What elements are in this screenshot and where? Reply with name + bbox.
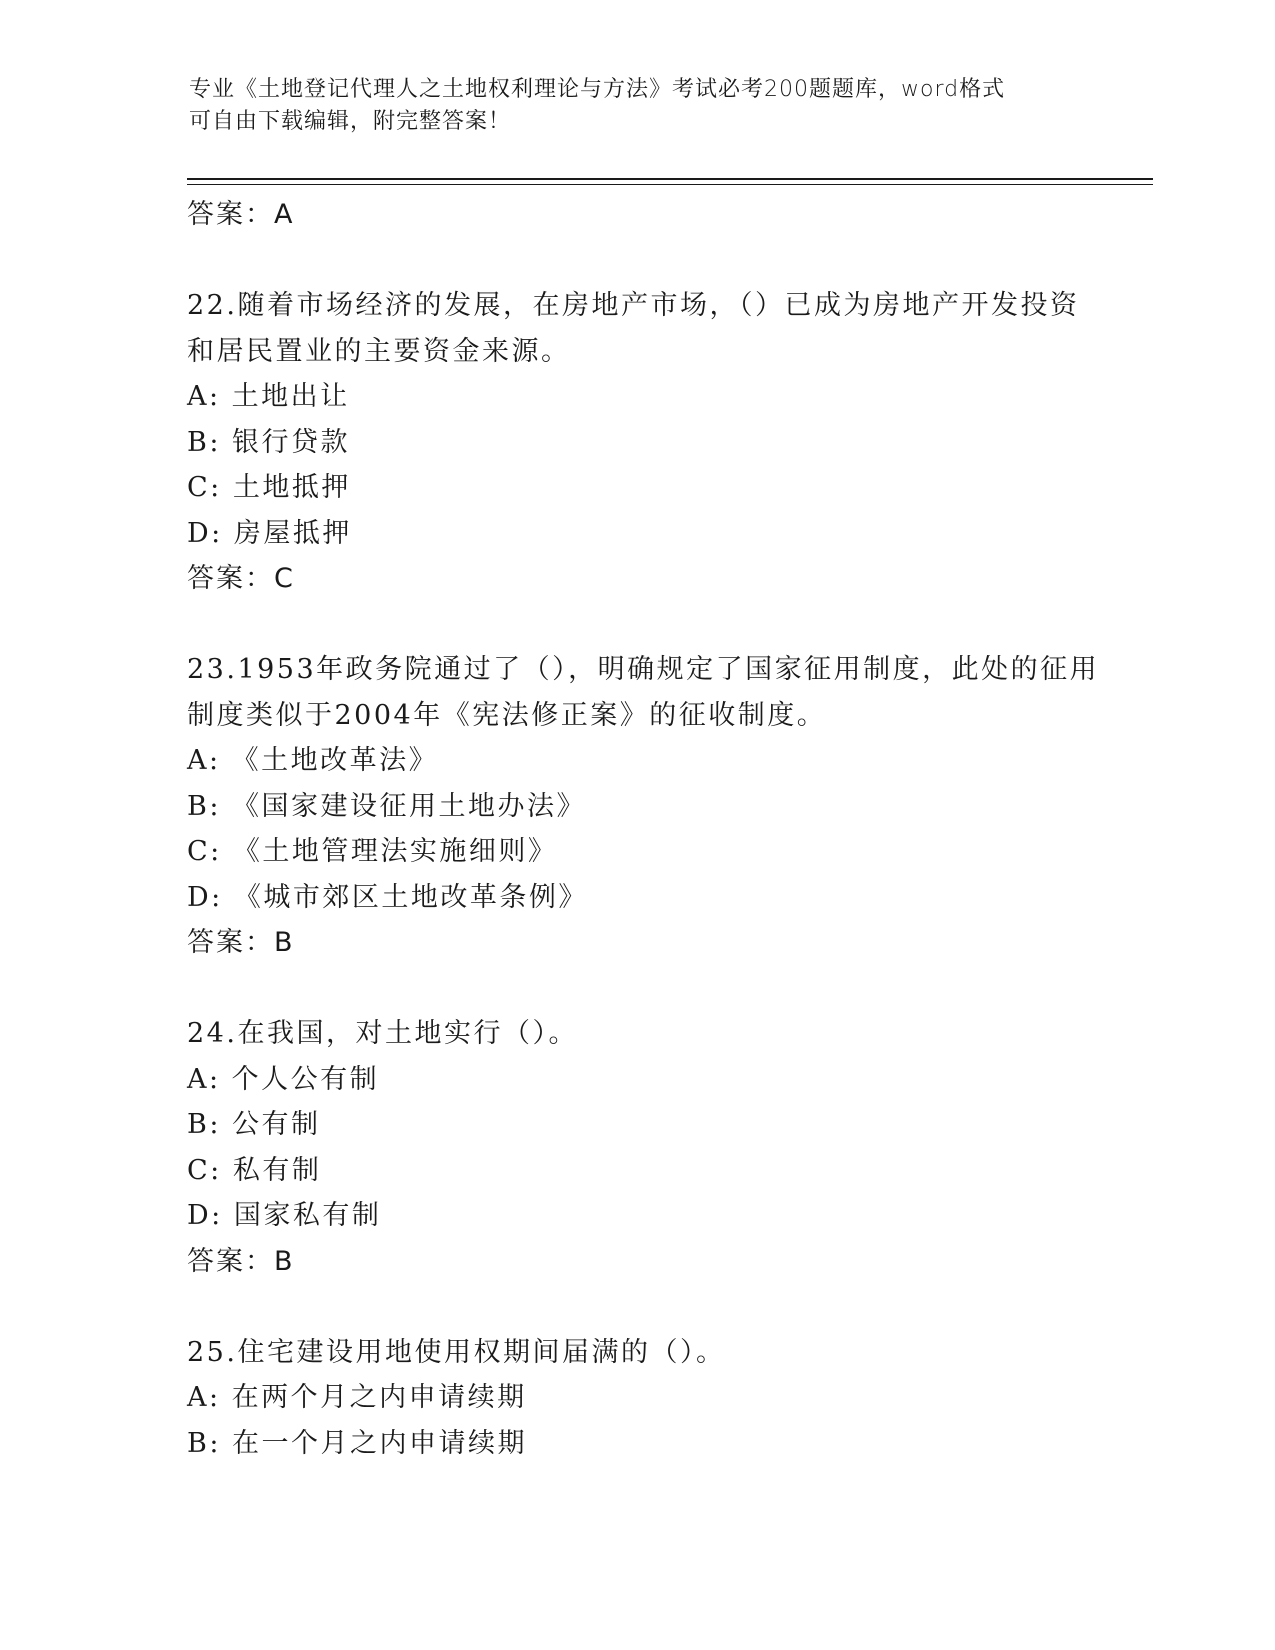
question-24 [187, 1011, 1087, 1284]
option-a: A: 个人公有制 [187, 1063, 380, 1095]
option-d: D: 国家私有制 [187, 1200, 382, 1231]
option-c: C: 私有制 [187, 1154, 322, 1186]
question-text: 24.在我国，对土地实行（）。 [187, 1018, 578, 1049]
header-line-2: 可自由下载编辑，附完整答案！ [189, 109, 512, 134]
option-d: D: 《城市郊区土地改革条例》 [187, 881, 588, 913]
option-a: A: 土地出让 [187, 381, 350, 412]
question-text: 23.1953年政务院通过了（），明确规定了国家征用制度，此处的征用 [187, 654, 1100, 685]
option-b: B: 在一个月之内申请续期 [187, 1427, 528, 1459]
option-a: A: 《土地改革法》 [187, 745, 439, 776]
question-list [187, 192, 1100, 1466]
option-a: A: 在两个月之内申请续期 [187, 1382, 527, 1413]
option-c: C: 《土地管理法实施细则》 [187, 836, 558, 867]
question-25 [187, 1330, 1087, 1467]
answer-22: 答案：C [187, 563, 295, 594]
header-divider-thin [187, 184, 1153, 185]
option-d: D: 房屋抵押 [187, 517, 352, 549]
question-23 [187, 647, 1100, 966]
header-line-1: 专业《土地登记代理人之土地权利理论与方法》考试必考200题题库，word格式 [189, 77, 1006, 102]
question-text: 制度类似于2004年《宪法修正案》的征收制度。 [187, 699, 827, 731]
answer-21: 答案：A [187, 199, 295, 230]
option-c: C: 土地抵押 [187, 472, 351, 503]
document-header [189, 74, 1089, 138]
answer-23: 答案：B [187, 927, 295, 958]
answer-24: 答案：B [187, 1245, 295, 1277]
question-22 [187, 283, 1087, 602]
header-divider-thick [187, 178, 1153, 180]
question-text: 25.住宅建设用地使用权期间届满的（）。 [187, 1336, 726, 1368]
option-b: B: 公有制 [187, 1109, 321, 1140]
question-text: 22.随着市场经济的发展，在房地产市场，（）已成为房地产开发投资 [187, 290, 1080, 321]
option-b: B: 银行贷款 [187, 426, 351, 458]
option-b: B: 《国家建设征用土地办法》 [187, 790, 587, 822]
question-text: 和居民置业的主要资金来源。 [187, 335, 571, 367]
